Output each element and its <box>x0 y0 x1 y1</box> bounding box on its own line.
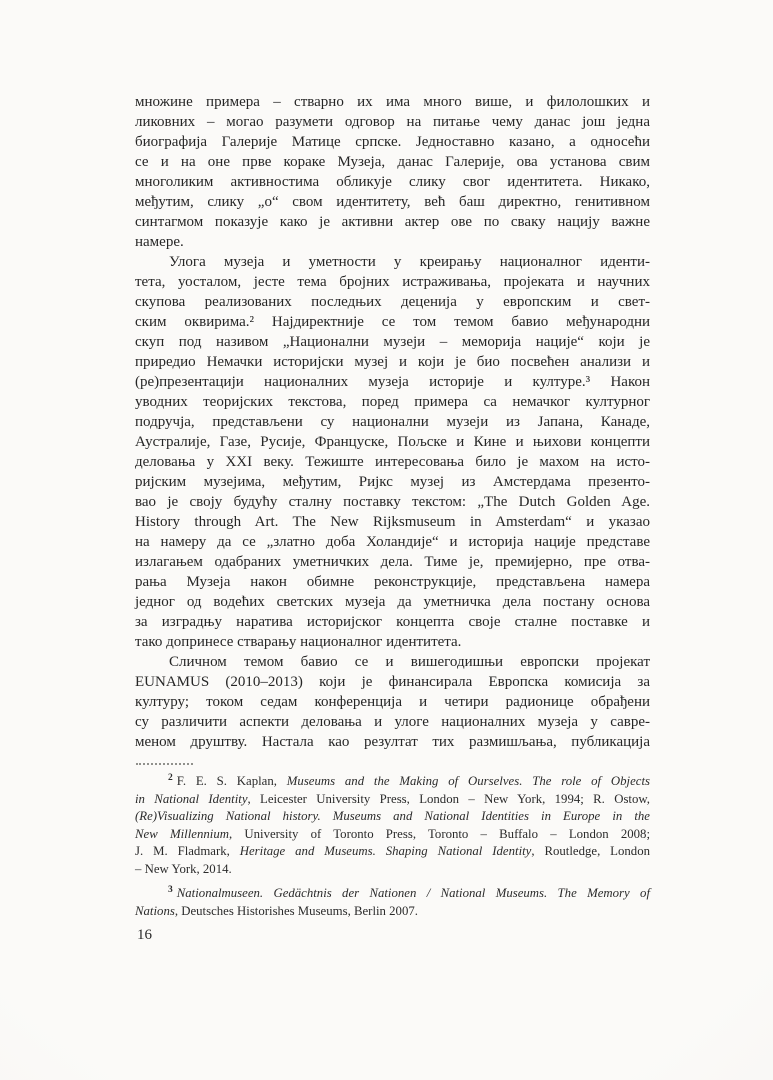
text-line: тета, уосталом, јесте тема бројних истраживања, пројеката и научних <box>135 274 650 290</box>
footnote-line <box>135 808 650 826</box>
text-line: приредио Немачки историјски музеј и који је био посвећен анализи и <box>135 354 650 370</box>
footnote-text: J. M. Fladmark, <box>135 844 240 858</box>
footnote-text: (Re)Visualizing National history. Museums and National Identities in Europe in the <box>135 809 650 823</box>
text-line: меном друштву. Настала као резултат тих размишљања, публикација <box>135 734 650 750</box>
text-line: (ре)презентацији националних музеја историје и културе.³ Након <box>135 374 650 390</box>
text-line: EUNAMUS (2010–2013) који је финансирала Европска комисија за <box>135 674 650 690</box>
footnote-line <box>135 843 650 861</box>
text-line: уводних теоријских текстова, поред примера са немачког културног <box>135 394 650 410</box>
footnote-text: in National Identity <box>135 791 248 806</box>
text-line: једног од водећих светских музеја да уметничка дела постану основа <box>135 594 650 610</box>
footnote-line <box>135 773 650 791</box>
footnote-text: , University of Toronto Press, Toronto – Buffalo – London 2008; <box>228 826 650 841</box>
footnote-text: Museums and the Making of Ourselves. The role of Objects <box>286 774 650 788</box>
footnote-text: Nations <box>135 903 175 918</box>
text-line: међутим, слику „о“ свом идентитету, већ баш директно, генитивном <box>135 194 650 210</box>
footnote-text: , Routledge, London <box>531 844 650 858</box>
text-line: многоликим активностима обликује слику свог идентитета. Никако, <box>135 174 650 190</box>
text-line: на намеру да се „златно доба Холандије“ и историја нације представе <box>135 534 650 550</box>
footnote-text: – New York, 2014. <box>135 861 232 876</box>
footnote-line <box>135 826 650 844</box>
text-line: ријским музејима, међутим, Ријкс музеј из Амстердама презенто- <box>135 474 650 490</box>
text-line: синтагмом показује како је активни актер ове по сваку нацију важне <box>135 214 650 230</box>
paragraph-continued <box>135 92 650 252</box>
footnote-separator <box>136 763 193 765</box>
footnote-3 <box>135 885 650 920</box>
text-line: намере. <box>135 234 184 250</box>
footnote-text: F. E. S. Kaplan, <box>176 774 287 788</box>
text-line: рања Музеја након обимне реконструкције, представљена намера <box>135 574 650 590</box>
body-text <box>135 92 650 752</box>
paragraph-museum-role <box>135 252 650 652</box>
text-line: Улога музеја и уметности у креирању националног иденти- <box>169 254 650 270</box>
text-line: скуп под називом „Национални музеји – меморија нације“ који је <box>135 334 650 350</box>
text-line: History through Art. The New Rijksmuseum in Amsterdam“ и указао <box>135 514 650 530</box>
text-line: ликовних – могао разумети одговор на питање чему данас још једна <box>135 114 650 130</box>
text-line: Сличном темом бавио се и вишегодишњи европски пројекат <box>169 654 650 670</box>
text-line: за изградњу наратива историјског концепта своје сталне поставке и <box>135 614 650 630</box>
text-line: вао је своју будућу сталну поставку текстом: „The Dutch Golden Age. <box>135 494 650 510</box>
text-line: су различити аспекти деловања и улоге националних музеја у савре- <box>135 714 650 730</box>
text-line: ским оквирима.² Најдиректније се том темом бавио међународни <box>135 314 650 330</box>
footnotes <box>135 773 650 920</box>
text-line: тако допринесе стварању националног идентитета. <box>135 634 462 650</box>
footnote-text: Heritage and Museums. Shaping National Identity <box>239 844 532 858</box>
footnote-text: , Deutsches Historishes Museums, Berlin 2007. <box>174 903 418 918</box>
text-line: биографија Галерије Матице српске. Једноставно казано, а односећи <box>135 134 650 150</box>
text-line: деловања у XXI веку. Тежиште интересовања било је махом на исто- <box>135 454 650 470</box>
footnote-line <box>135 861 650 879</box>
footnote-marker: 2 <box>168 772 173 783</box>
footnote-text: , Leicester University Press, London – New York, 1994; R. Ostow, <box>247 791 650 806</box>
paragraph-eunamus <box>135 652 650 752</box>
text-line: Аустралије, Газе, Русије, Француске, Пољске и Кине и њихови концепти <box>135 434 650 450</box>
footnote-text: Nationalmuseen. Gedächtnis der Nationen / National Museums. The Memory of <box>176 886 650 900</box>
text-line: множине примера – стварно их има много више, и филолошких и <box>135 94 650 110</box>
footnote-line <box>135 791 650 809</box>
text-line: скупова реализованих последњих деценија у европским и свет- <box>135 294 650 310</box>
footnote-marker: 3 <box>168 884 173 895</box>
footnote-text: New Millennium <box>135 826 229 841</box>
footnote-line <box>135 903 650 921</box>
text-line: подручја, представљени су национални музеји из Јапана, Канаде, <box>135 414 650 430</box>
text-line: културу; током седам конференција и четири радионице обрађени <box>135 694 650 710</box>
footnote-line <box>135 885 650 903</box>
page-number: 16 <box>137 927 152 943</box>
text-line: излагањем одабраних уметничких дела. Тиме је, премијерно, пре отва- <box>135 554 650 570</box>
text-line: се и на оне прве кораке Музеја, данас Галерије, ова установа свим <box>135 154 650 170</box>
footnote-2 <box>135 773 650 878</box>
